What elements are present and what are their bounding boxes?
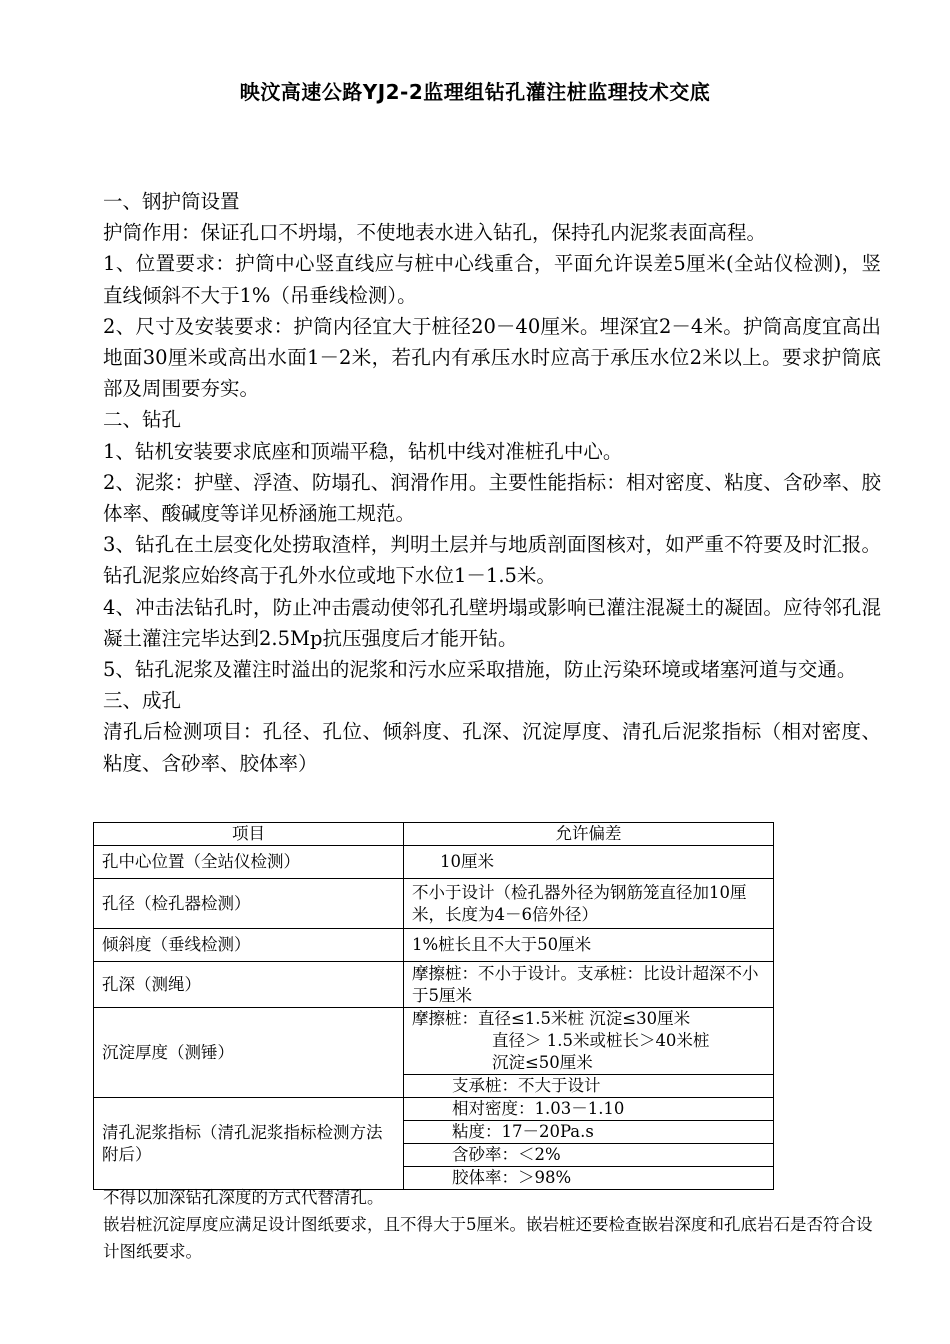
footer-note: 不得以加深钻孔深度的方式代替清孔。 (103, 1188, 384, 1207)
table-cell: 不小于设计（检孔器外径为钢筋笼直径加10厘米，长度为4－6倍外径） (403, 879, 773, 929)
table-cell-text: 胶体率：＞98% (451, 1168, 572, 1187)
table-cell-text: 10厘米 (439, 852, 494, 871)
paragraph: 清孔后检测项目：孔径、孔位、倾斜度、孔深、沉淀厚度、清孔后泥浆指标（相对密度、粘度、含砂率、胶体率） (103, 720, 881, 775)
table-cell-text: 含砂率：＜2% (451, 1145, 561, 1164)
tolerance-table-wrapper (93, 822, 775, 1190)
footer-note: 嵌岩桩沉淀厚度应满足设计图纸要求，且不得大于5厘米。嵌岩桩还要检查嵌岩深度和孔底岩石是否符合设计图纸要求。 (103, 1215, 873, 1261)
table-cell: 孔中心位置（全站仪检测） (94, 846, 404, 879)
document-title: 映汶高速公路YJ2-2监理组钻孔灌注桩监理技术交底 (239, 80, 711, 104)
table-cell-text: 相对密度：1.03－1.10 (451, 1099, 625, 1118)
tolerance-table (93, 822, 774, 1190)
section-heading-1: 一、钢护筒设置 (103, 190, 240, 213)
document-body (103, 186, 881, 779)
table-cell: 摩擦桩：不小于设计。支承桩：比设计超深不小于5厘米 (403, 962, 773, 1008)
table-row (94, 1008, 774, 1075)
table-cell (403, 1144, 773, 1167)
table-header-row (94, 823, 774, 846)
table-cell-line: 沉淀≤50厘米 (491, 1053, 593, 1072)
table-cell-line: 直径＞ 1.5米或桩长＞40米桩 (491, 1031, 710, 1050)
footer-notes (103, 1184, 881, 1265)
section-heading-2: 二、钻孔 (103, 408, 182, 432)
table-header-cell: 允许偏差 (403, 823, 773, 846)
table-cell (403, 1121, 773, 1144)
table-cell-text: 粘度：17－20Pa.s (451, 1122, 594, 1141)
table-cell: 孔深（测绳） (94, 962, 404, 1008)
table-cell: 1%桩长且不大于50厘米 (403, 929, 773, 962)
table-row (94, 929, 774, 962)
paragraph: 2、尺寸及安装要求：护筒内径宜大于桩径20－40厘米。埋深宜2－4米。护筒高度宜高出地面30厘米或高出水面1－2米，若孔内有承压水时应高于承压水位2米以上。要求护筒底部及周围要夯实。 (103, 314, 881, 401)
table-cell-text: 支承桩：不大于设计 (451, 1076, 601, 1095)
table-cell (403, 1008, 773, 1075)
paragraph: 1、钻机安装要求底座和顶端平稳，钻机中线对准桩孔中心。 (103, 439, 623, 463)
paragraph: 4、冲击法钻孔时，防止冲击震动使邻孔孔壁坍塌或影响已灌注混凝土的凝固。应待邻孔混凝土灌注完毕达到2.5Mp抗压强度后才能开钻。 (103, 595, 881, 650)
table-cell: 孔径（检孔器检测） (94, 879, 404, 929)
table-row (94, 1098, 774, 1121)
table-cell (403, 846, 773, 879)
table-cell: 沉淀厚度（测锤） (94, 1008, 404, 1098)
table-row (94, 962, 774, 1008)
paragraph: 3、钻孔在土层变化处捞取渣样，判明土层并与地质剖面图核对，如严重不符要及时汇报。钻孔泥浆应始终高于孔外水位或地下水位1－1.5米。 (103, 533, 881, 588)
table-header-cell: 项目 (94, 823, 404, 846)
table-cell (403, 1098, 773, 1121)
paragraph: 5、钻孔泥浆及灌注时溢出的泥浆和污水应采取措施，防止污染环境或堵塞河道与交通。 (103, 658, 857, 682)
paragraph: 护筒作用：保证孔口不坍塌，不使地表水进入钻孔，保持孔内泥浆表面高程。 (103, 221, 767, 245)
table-cell-line: 摩擦桩：直径≤1.5米桩 沉淀≤30厘米 (411, 1009, 691, 1028)
section-heading-3: 三、成孔 (103, 689, 182, 713)
paragraph: 2、泥浆：护壁、浮渣、防塌孔、润滑作用。主要性能指标：相对密度、粘度、含砂率、胶体率、酸碱度等详见桥涵施工规范。 (103, 470, 881, 526)
table-row (94, 879, 774, 929)
table-cell (403, 1075, 773, 1098)
table-cell: 倾斜度（垂线检测） (94, 929, 404, 962)
table-cell: 清孔泥浆指标（清孔泥浆指标检测方法附后） (94, 1098, 404, 1190)
paragraph: 1、位置要求：护筒中心竖直线应与桩中心线重合，平面允许误差5厘米(全站仪检测)，竖直线倾斜不大于1%（吊垂线检测）。 (103, 252, 881, 307)
table-row (94, 846, 774, 879)
